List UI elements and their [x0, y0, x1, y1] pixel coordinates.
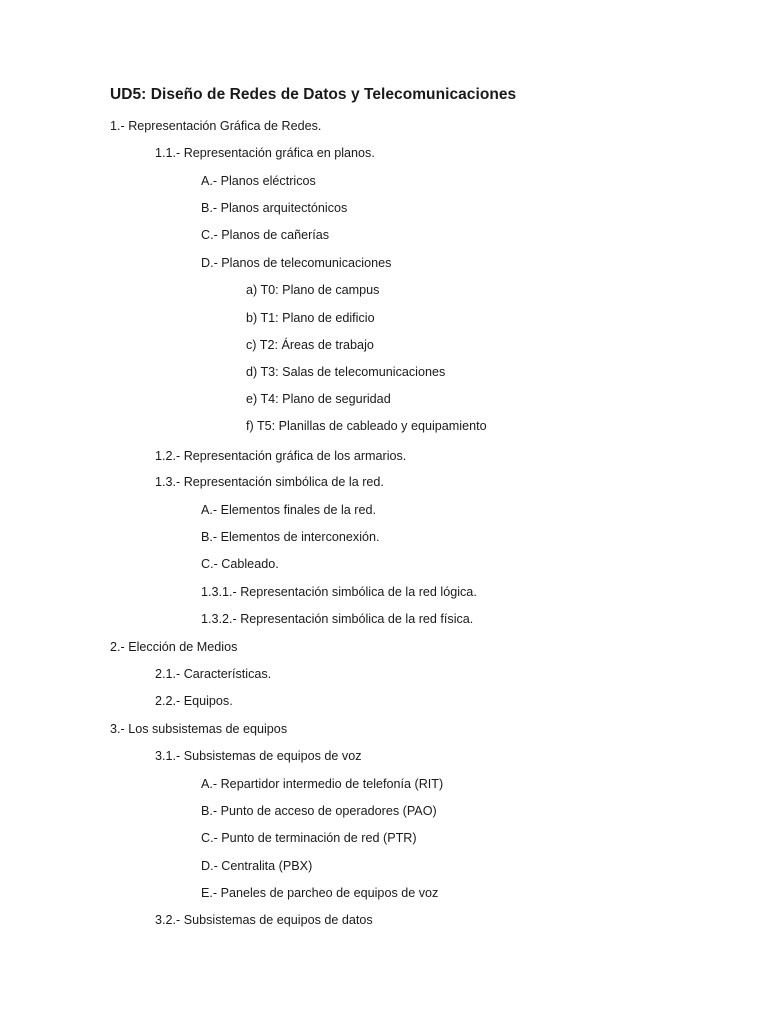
outline-item: C.- Cableado. [201, 557, 279, 571]
outline-item: A.- Repartidor intermedio de telefonía (RIT) [201, 777, 444, 791]
outline-item: D.- Planos de telecomunicaciones [201, 256, 392, 270]
outline-item: 3.- Los subsistemas de equipos [110, 722, 288, 736]
outline-item: a) T0: Plano de campus [246, 283, 380, 297]
outline-item: 1.- Representación Gráfica de Redes. [110, 119, 322, 133]
outline-item: C.- Punto de terminación de red (PTR) [201, 831, 417, 845]
outline-item: 1.3.- Representación simbólica de la red. [155, 475, 384, 489]
outline-item: 2.2.- Equipos. [155, 694, 233, 708]
outline-item: d) T3: Salas de telecomunicaciones [246, 365, 446, 379]
outline-item: 3.1.- Subsistemas de equipos de voz [155, 749, 362, 763]
outline-item: A.- Elementos finales de la red. [201, 503, 377, 517]
outline-item: c) T2: Áreas de trabajo [246, 338, 374, 352]
outline-item: 2.1.- Características. [155, 667, 272, 681]
outline-item: f) T5: Planillas de cableado y equipamiento [246, 419, 487, 433]
outline-item: D.- Centralita (PBX) [201, 859, 313, 873]
outline-item: C.- Planos de cañerías [201, 228, 330, 242]
outline-item: B.- Elementos de interconexión. [201, 530, 380, 544]
outline-item: 1.3.1.- Representación simbólica de la red lógica. [201, 585, 477, 599]
outline-item: E.- Paneles de parcheo de equipos de voz [201, 886, 439, 900]
outline-item: 1.2.- Representación gráfica de los armarios. [155, 449, 407, 463]
outline-item: 1.3.2.- Representación simbólica de la red física. [201, 612, 474, 626]
outline-item: e) T4: Plano de seguridad [246, 392, 391, 406]
outline-item: 3.2.- Subsistemas de equipos de datos [155, 913, 373, 927]
outline-item: A.- Planos eléctricos [201, 174, 316, 188]
outline-item: 1.1.- Representación gráfica en planos. [155, 146, 375, 160]
outline-item: B.- Planos arquitectónicos [201, 201, 348, 215]
document-title: UD5: Diseño de Redes de Datos y Telecomunicaciones [110, 86, 517, 103]
outline-item: b) T1: Plano de edificio [246, 311, 375, 325]
outline-item: 2.- Elección de Medios [110, 640, 238, 654]
outline-item: B.- Punto de acceso de operadores (PAO) [201, 804, 437, 818]
